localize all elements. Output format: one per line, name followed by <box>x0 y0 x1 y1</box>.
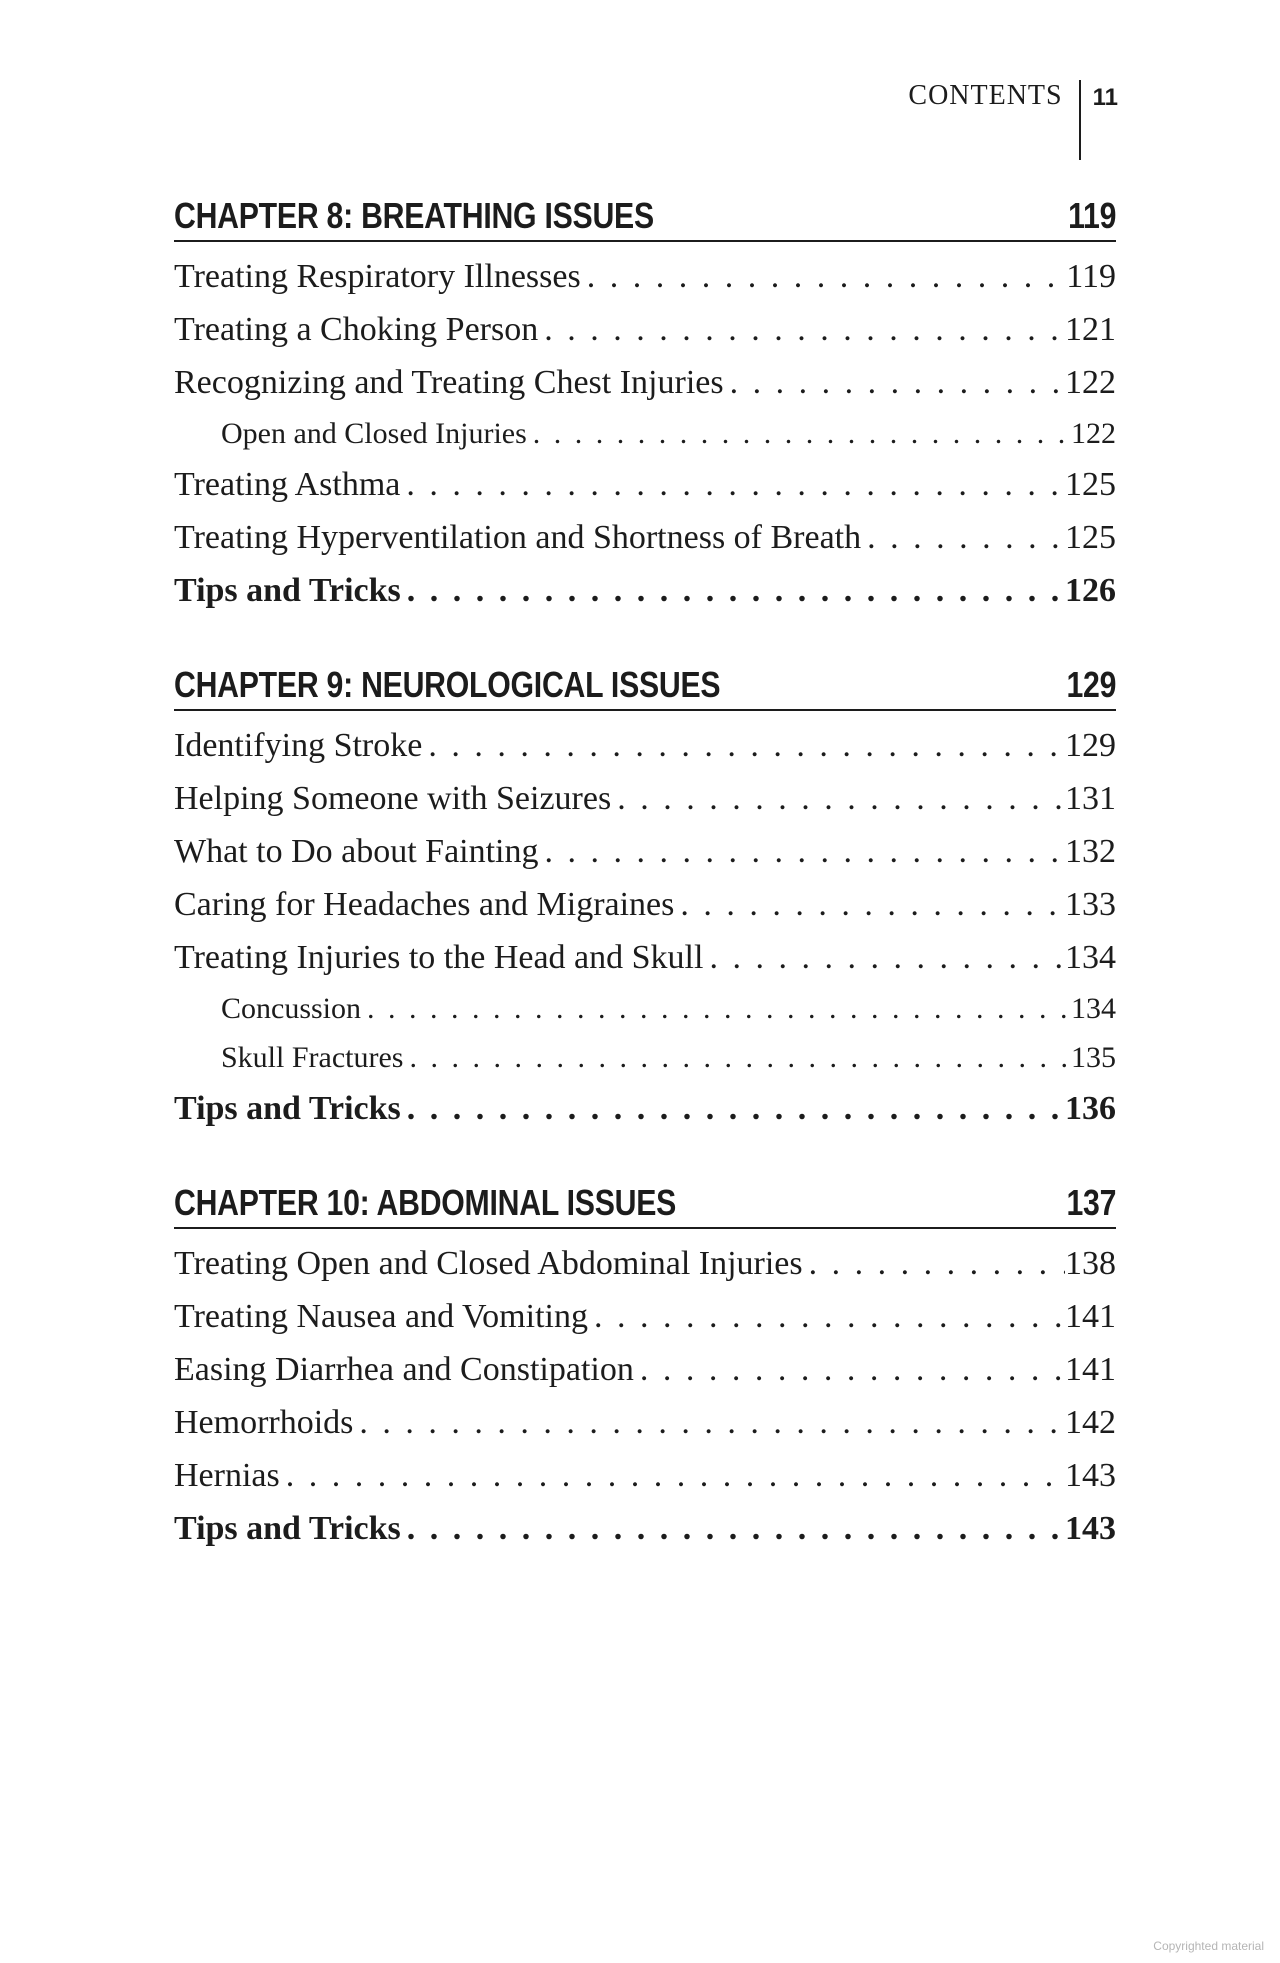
toc-entry[interactable] <box>174 1290 1116 1343</box>
toc-entry-label: Treating Open and Closed Abdominal Injuries <box>174 1245 803 1282</box>
table-of-contents <box>174 196 1116 1603</box>
toc-subentry[interactable] <box>174 984 1116 1033</box>
toc-entry-page: 134 <box>1065 939 1116 976</box>
toc-entry-page: 132 <box>1065 833 1116 870</box>
toc-entry[interactable] <box>174 356 1116 409</box>
toc-entry-label: Caring for Headaches and Migraines <box>174 886 675 923</box>
toc-entry-page: 142 <box>1065 1404 1116 1441</box>
running-head-title: CONTENTS <box>908 80 1063 111</box>
toc-entry-label: Tips and Tricks <box>174 1510 401 1547</box>
toc-entry-page: 135 <box>1071 1041 1116 1074</box>
chapter-heading[interactable] <box>174 665 1116 711</box>
dot-leader <box>401 564 1065 617</box>
dot-leader <box>803 1237 1065 1290</box>
dot-leader <box>401 1082 1065 1135</box>
dot-leader <box>280 1449 1065 1502</box>
running-head <box>908 80 1118 160</box>
toc-entry-tips[interactable] <box>174 564 1116 617</box>
chapter-8-section <box>174 196 1116 617</box>
dot-leader <box>703 931 1065 984</box>
toc-entry-page: 143 <box>1065 1457 1116 1494</box>
toc-entry-page: 136 <box>1065 1090 1116 1127</box>
toc-entry-label: Hernias <box>174 1457 280 1494</box>
toc-entry-page: 133 <box>1065 886 1116 923</box>
toc-entry-page: 126 <box>1065 572 1116 609</box>
chapter-page-number: 137 <box>1066 1182 1116 1223</box>
toc-entry-page: 141 <box>1065 1351 1116 1388</box>
toc-entry-label: Concussion <box>221 992 362 1025</box>
toc-entry-label: Skull Fractures <box>221 1041 404 1074</box>
dot-leader <box>422 719 1065 772</box>
dot-leader <box>538 303 1065 356</box>
toc-entry-page: 131 <box>1065 780 1116 817</box>
dot-leader <box>401 1502 1065 1555</box>
dot-leader <box>403 1033 1071 1082</box>
dot-leader <box>588 1290 1065 1343</box>
page-number: 11 <box>1092 84 1118 111</box>
toc-entry-label: Open and Closed Injuries <box>221 417 527 450</box>
toc-entry[interactable] <box>174 1343 1116 1396</box>
dot-leader <box>361 984 1071 1033</box>
dot-leader <box>539 825 1065 878</box>
toc-entry-page: 134 <box>1071 992 1116 1025</box>
dot-leader <box>634 1343 1065 1396</box>
chapter-9-section <box>174 665 1116 1135</box>
toc-entry[interactable] <box>174 1237 1116 1290</box>
toc-entry-label: Treating Respiratory Illnesses <box>174 258 581 295</box>
toc-subentry[interactable] <box>174 1033 1116 1082</box>
chapter-10-section <box>174 1183 1116 1555</box>
toc-entry-page: 122 <box>1071 417 1116 450</box>
toc-entry-label: Tips and Tricks <box>174 1090 401 1127</box>
toc-entry-page: 121 <box>1065 311 1116 348</box>
toc-entry[interactable] <box>174 1396 1116 1449</box>
toc-entry-label: Tips and Tricks <box>174 572 401 609</box>
toc-entry-page: 141 <box>1065 1298 1116 1335</box>
toc-entry-page: 138 <box>1065 1245 1116 1282</box>
toc-entry-page: 125 <box>1065 466 1116 503</box>
toc-entry-label: Treating Nausea and Vomiting <box>174 1298 588 1335</box>
toc-entry[interactable] <box>174 719 1116 772</box>
toc-entry-label: Treating Asthma <box>174 466 401 503</box>
toc-entry-page: 125 <box>1065 519 1116 556</box>
toc-entry-label: What to Do about Fainting <box>174 833 539 870</box>
toc-entry-page: 122 <box>1065 364 1116 401</box>
toc-entry-label: Hemorrhoids <box>174 1404 354 1441</box>
toc-entry-label: Treating Hyperventilation and Shortness of Breath <box>174 519 862 556</box>
toc-entry-label: Identifying Stroke <box>174 727 423 764</box>
dot-leader <box>353 1396 1065 1449</box>
chapter-title: CHAPTER 9: NEUROLOGICAL ISSUES <box>174 664 721 705</box>
toc-entry-label: Recognizing and Treating Chest Injuries <box>174 364 724 401</box>
toc-entry-label: Treating a Choking Person <box>174 311 539 348</box>
running-head-divider <box>1079 80 1081 160</box>
dot-leader <box>581 250 1067 303</box>
toc-entry-label: Easing Diarrhea and Constipation <box>174 1351 634 1388</box>
toc-subentry[interactable] <box>174 409 1116 458</box>
toc-entry[interactable] <box>174 878 1116 931</box>
chapter-heading[interactable] <box>174 196 1116 242</box>
toc-entry[interactable] <box>174 772 1116 825</box>
chapter-page-number: 119 <box>1067 195 1116 236</box>
dot-leader <box>724 356 1065 409</box>
toc-entry-page: 119 <box>1066 258 1116 295</box>
chapter-title: CHAPTER 8: BREATHING ISSUES <box>174 195 654 236</box>
toc-entry[interactable] <box>174 250 1116 303</box>
dot-leader <box>861 511 1065 564</box>
chapter-heading[interactable] <box>174 1183 1116 1229</box>
toc-entry-label: Treating Injuries to the Head and Skull <box>174 939 704 976</box>
toc-entry-tips[interactable] <box>174 1082 1116 1135</box>
copyright-watermark: Copyrighted material <box>1153 1939 1264 1953</box>
toc-entry[interactable] <box>174 931 1116 984</box>
toc-entry[interactable] <box>174 825 1116 878</box>
dot-leader <box>527 409 1071 458</box>
toc-entry-label: Helping Someone with Seizures <box>174 780 612 817</box>
toc-entry-page: 143 <box>1065 1510 1116 1547</box>
toc-entry[interactable] <box>174 458 1116 511</box>
toc-entry[interactable] <box>174 303 1116 356</box>
dot-leader <box>674 878 1065 931</box>
toc-entry[interactable] <box>174 511 1116 564</box>
dot-leader <box>611 772 1065 825</box>
toc-entry[interactable] <box>174 1449 1116 1502</box>
toc-entry-page: 129 <box>1065 727 1116 764</box>
chapter-page-number: 129 <box>1066 664 1116 705</box>
toc-entry-tips[interactable] <box>174 1502 1116 1555</box>
dot-leader <box>400 458 1065 511</box>
chapter-title: CHAPTER 10: ABDOMINAL ISSUES <box>174 1182 677 1223</box>
